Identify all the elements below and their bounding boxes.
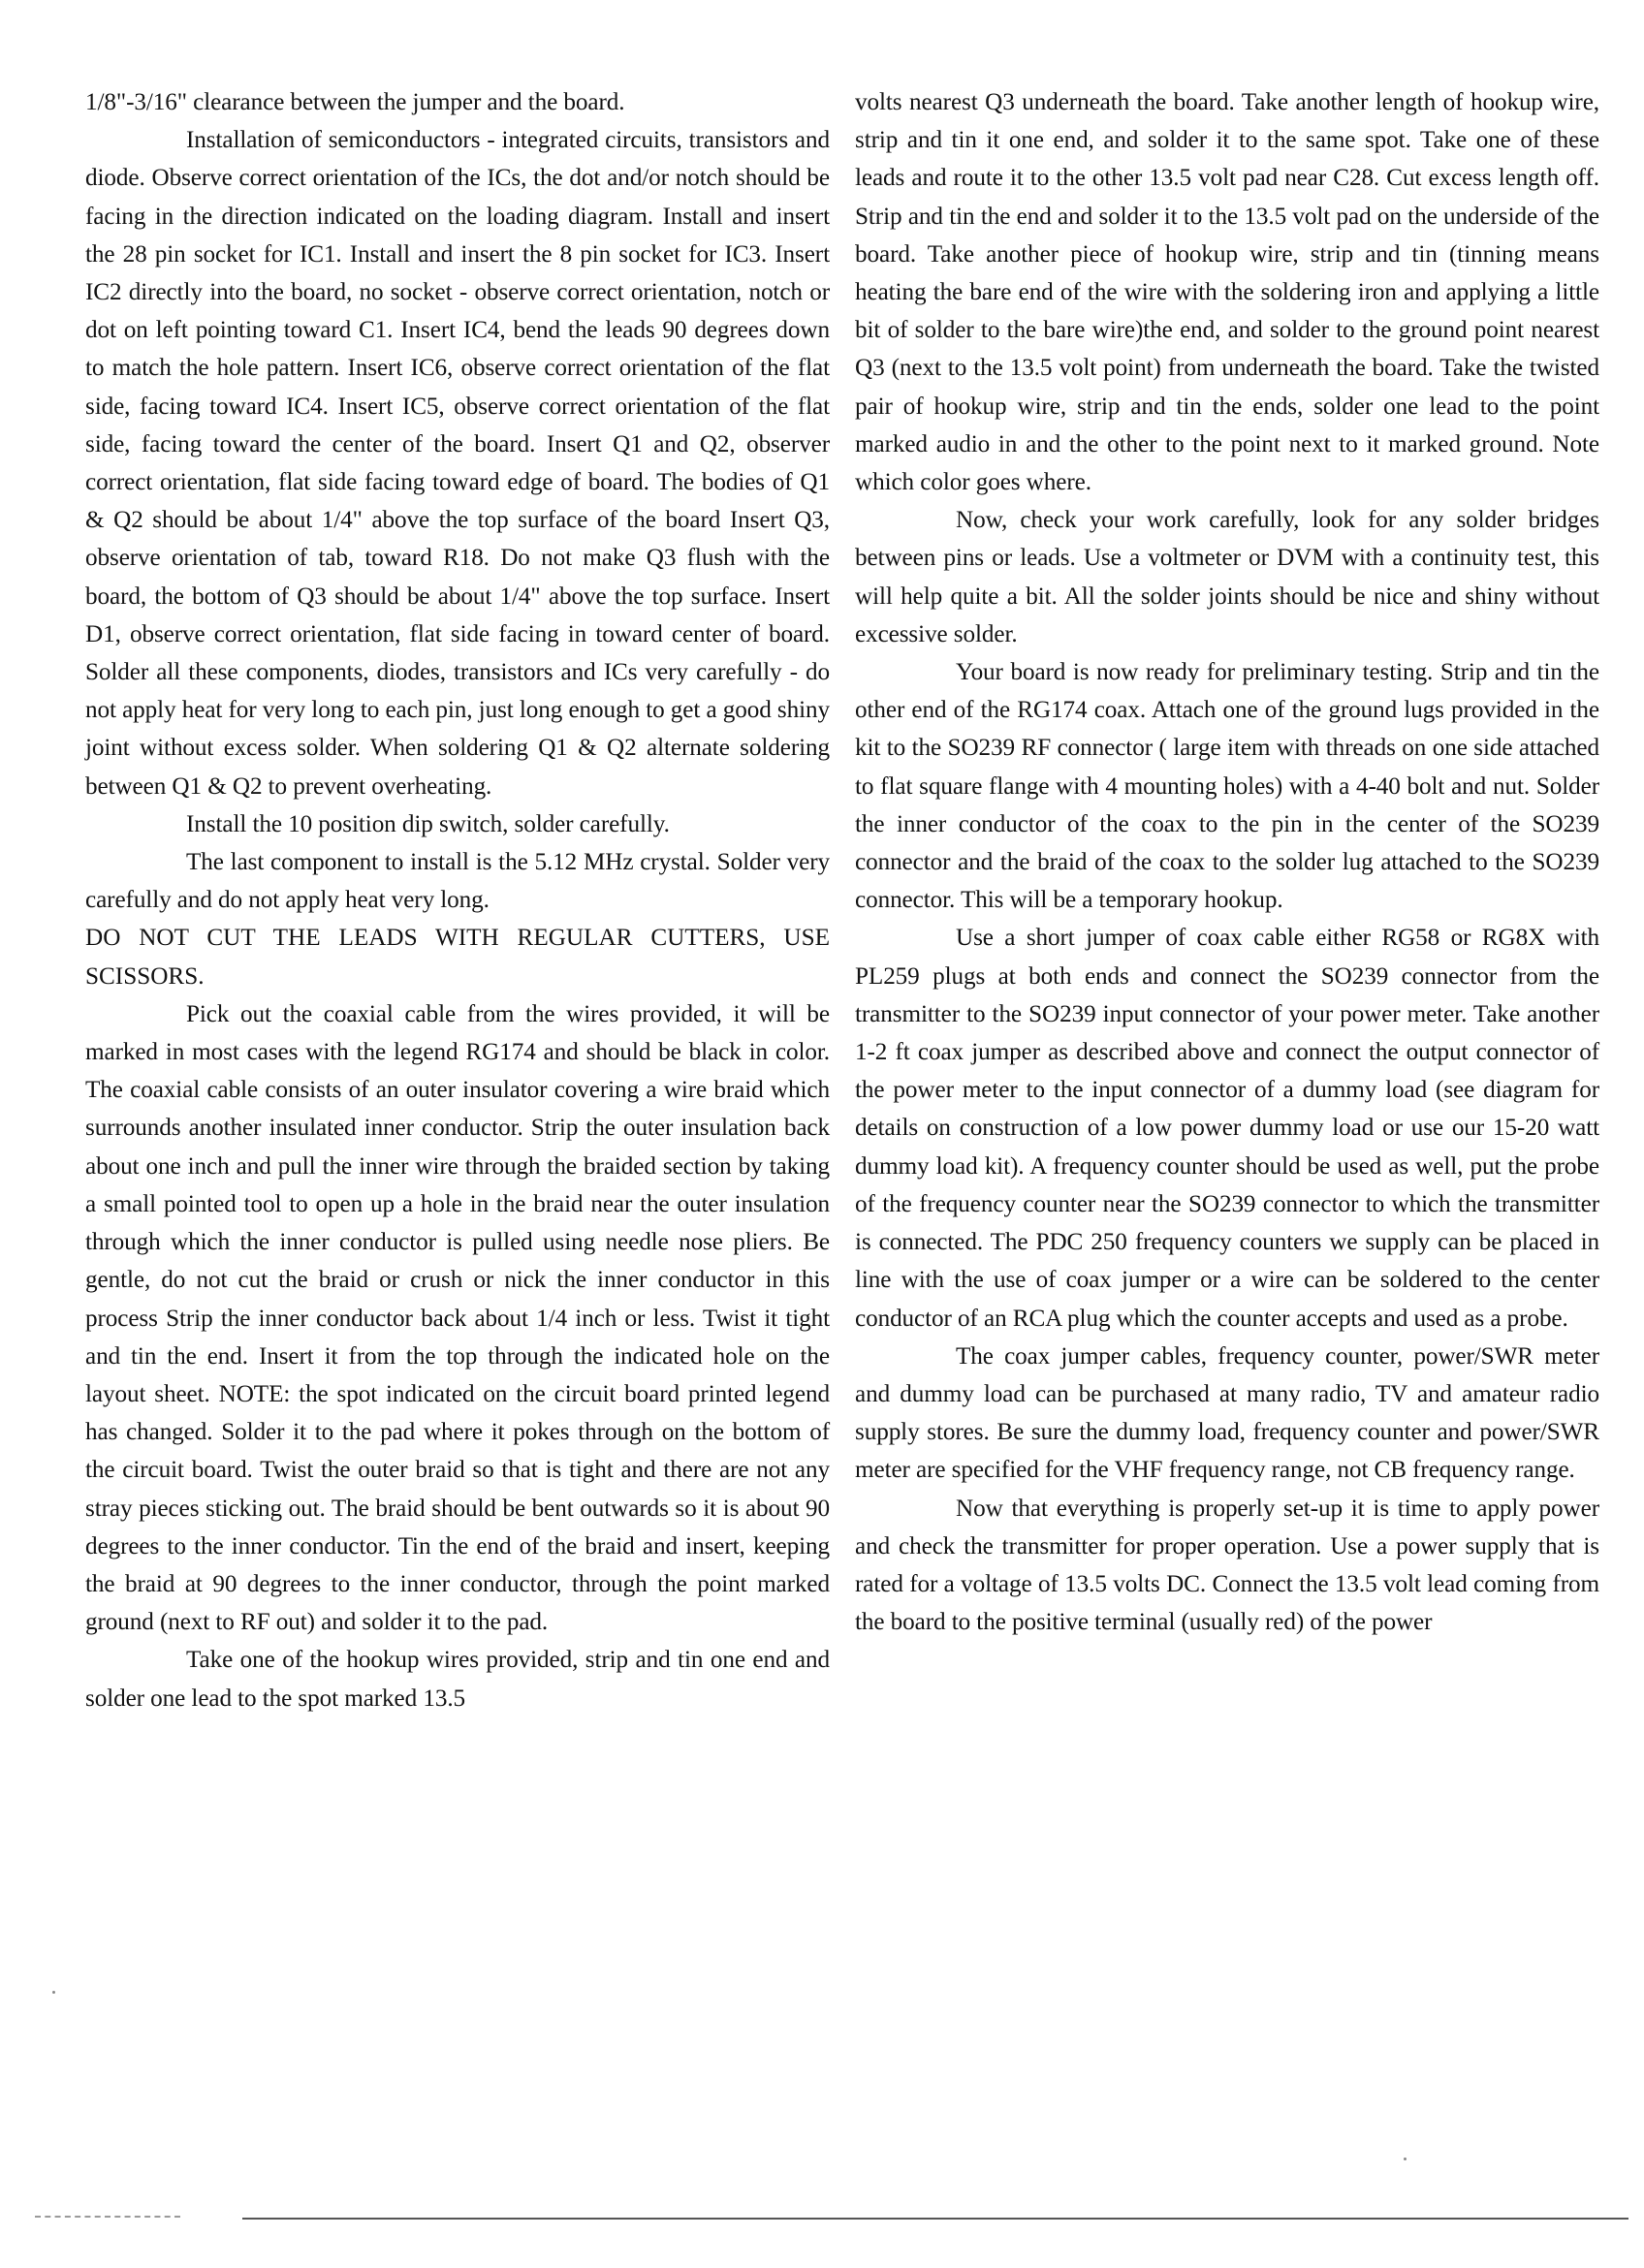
warning-paragraph: DO NOT CUT THE LEADS WITH REGULAR CUTTERS, USE SCISSORS. — [85, 925, 830, 990]
paragraph: Now that everything is properly set-up it is time to apply power and check the transmitter for proper operation. Use a power supply that is rated for a voltage of 13.5 volts DC. Connect the 13.5 volt lead coming from the board to the positive terminal (usually red) of the power — [855, 1495, 1599, 1636]
paragraph: Now, check your work carefully, look for any solder bridges between pins or leads. Use a voltmeter or DVM with a continuity test, this will help quite a bit. All the solder joints should be nice and shiny without excessive solder. — [855, 507, 1599, 647]
paragraph: Installation of semiconductors - integrated circuits, transistors and diode. Observe correct orientation of the ICs, the dot and/or notch should be facing in the direction indicated on the loading diagram. Install and insert the 28 pin socket for IC1. Install and insert the 8 pin socket for IC3. Insert IC2 directly into the board, no socket - observe correct orientation, notch or dot on left pointing toward C1. Insert IC4, bend the leads 90 degrees down to match the hole pattern. Insert IC6, observe correct orientation of the flat side, facing toward IC4. Insert IC5, observe correct orientation of the flat side, facing toward the center of the board. Insert Q1 and Q2, observer correct orientation, flat side facing toward edge of board. The bodies of Q1 & Q2 should be about 1/4" above the top surface of the board Insert Q3, observe orientation of tab, toward R18. Do not make Q3 flush with the board, the bottom of Q3 should be about 1/4" above the top surface. Insert D1, observe correct orientation, flat side facing in toward center of board. Solder all these components, diodes, transistors and ICs very carefully - do not apply heat for very long to each pin, just long enough to get a good shiny joint without excess solder. When soldering Q1 & Q2 alternate soldering between Q1 & Q2 to prevent overheating. — [85, 127, 830, 800]
scan-speck — [52, 1991, 55, 1994]
paragraph: Install the 10 position dip switch, solder carefully. — [186, 810, 670, 837]
left-column — [85, 83, 830, 1717]
paragraph: The last component to install is the 5.12 MHz crystal. Solder very carefully and do not apply heat very long. — [85, 849, 830, 914]
scan-speck — [1404, 2158, 1407, 2160]
scan-dash-mark — [35, 2216, 180, 2221]
paragraph: 1/8"-3/16" clearance between the jumper and the board. — [85, 89, 625, 115]
paragraph: Your board is now ready for preliminary testing. Strip and tin the other end of the RG174 coax. Attach one of the ground lugs provided in the kit to the SO239 RF connector ( large item with threads on one side attached to flat square flange with 4 mounting holes) with a 4-40 bolt and nut. Solder the inner conductor of the coax to the pin in the center of the SO239 connector and the braid of the coax to the solder lug attached to the SO239 connector. This will be a temporary hookup. — [855, 659, 1599, 914]
paragraph: Pick out the coaxial cable from the wires provided, it will be marked in most cases with the legend RG174 and should be black in color. The coaxial cable consists of an outer insulator covering a wire braid which surrounds another insulated inner conductor. Strip the outer insulation back about one inch and pull the inner wire through the braided section by taking a small pointed tool to open up a hole in the braid near the outer insulation through which the inner conductor is pulled using needle nose pliers. Be gentle, do not cut the braid or crush or nick the inner conductor in this process Strip the inner conductor back about 1/4 inch or less. Twist it tight and tin the end. Insert it from the top through the indicated hole on the layout sheet. NOTE: the spot indicated on the circuit board printed legend has changed. Solder it to the pad where it pokes through on the bottom of the circuit board. Twist the outer braid so that is tight and there are not any stray pieces sticking out. The braid should be bent outwards so it is about 90 degrees to the inner conductor. Tin the end of the braid and insert, keeping the braid at 90 degrees to the inner conductor, through the point marked ground (next to RF out) and solder it to the pad. — [85, 1000, 830, 1636]
right-column — [855, 83, 1599, 1641]
paragraph: volts nearest Q3 underneath the board. Take another length of hookup wire, strip and tin it one end, and solder it to the same spot. Take one of these leads and route it to the other 13.5 volt pad near C28. Cut excess length off. Strip and tin the end and solder it to the 13.5 volt pad on the underside of the board. Take another piece of hookup wire, strip and tin (tinning means heating the bare end of the wire with the soldering iron and applying a little bit of solder to the bare wire)the end, and solder to the ground point nearest Q3 (next to the 13.5 volt point) from underneath the board. Take the twisted pair of hookup wire, strip and tin the ends, solder one lead to the point marked audio in and the other to the point next to it marked ground. Note which color goes where. — [855, 89, 1599, 496]
paragraph: Take one of the hookup wires provided, strip and tin one end and solder one lead to the spot marked 13.5 — [85, 1647, 830, 1712]
paragraph: Use a short jumper of coax cable either RG58 or RG8X with PL259 plugs at both ends and connect the SO239 connector from the transmitter to the SO239 input connector of your power meter. Take another 1-2 ft coax jumper as described above and connect the output connector of the power meter to the input connector of a dummy load (see diagram for details on construction of a low power dummy load or use our 15-20 watt dummy load kit). A frequency counter should be used as well, put the probe of the frequency counter near the SO239 connector to which the transmitter is connected. The PDC 250 frequency counters we supply can be placed in line with the use of coax jumper or a wire can be soldered to the center conductor of an RCA plug which the counter accepts and used as a probe. — [855, 925, 1599, 1332]
footer-rule — [242, 2218, 1628, 2220]
paragraph: The coax jumper cables, frequency counter, power/SWR meter and dummy load can be purchased at many radio, TV and amateur radio supply stores. Be sure the dummy load, frequency counter and power/SWR meter are specified for the VHF frequency range, not CB frequency range. — [855, 1342, 1599, 1484]
